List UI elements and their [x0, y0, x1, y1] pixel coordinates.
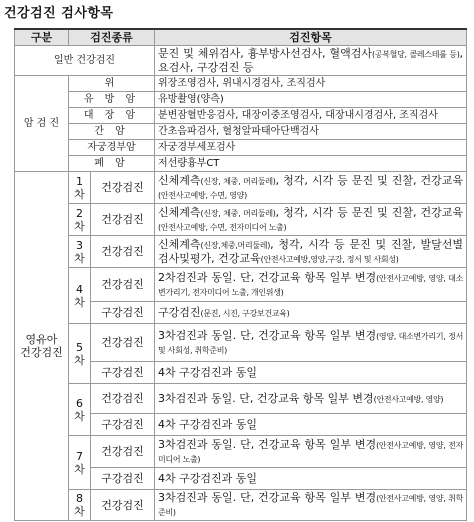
table-row-general [15, 46, 467, 76]
table-row-cancer [15, 140, 467, 156]
cancer-items: 저선량흉부CT [155, 156, 467, 172]
cancer-kind: 유 방 암 [69, 92, 155, 108]
stage-kind: 건강검진 [91, 236, 155, 268]
stage-kind: 건강검진 [91, 268, 155, 302]
stage-kind: 건강검진 [91, 324, 155, 362]
header-kind: 검진종류 [69, 29, 155, 46]
cancer-label: 암 검 진 [15, 76, 69, 172]
table-row-cancer [15, 156, 467, 172]
stage-label: 8차 [69, 490, 91, 521]
stage-items: 구강검진(문진, 시진, 구강보건교육) [155, 302, 467, 324]
stage-kind: 건강검진 [91, 204, 155, 236]
checkup-items-table [14, 28, 467, 521]
table-row-infant [15, 204, 467, 236]
stage-items: 4차 구강검진과 동일 [155, 468, 467, 490]
stage-items: 3차검진과 동일. 단, 건강교육 항목 일부 변경(안전사고예방, 영양, 전자미디어 노출) [155, 436, 467, 468]
stage-items: 3차검진과 동일. 단, 건강교육 항목 일부 변경(안전사고예방, 영양, 취학준비) [155, 490, 467, 521]
table-header-row [15, 29, 467, 46]
stage-label: 3차 [69, 236, 91, 268]
infant-label: 영유아 건강검진 [15, 172, 69, 521]
cancer-kind: 위 [69, 76, 155, 92]
cancer-items: 분변잠혈반응검사, 대장이중조영검사, 대장내시경검사, 조직검사 [155, 108, 467, 124]
general-label: 일반 건강검진 [15, 46, 155, 76]
stage-label: 5차 [69, 324, 91, 384]
table-row-infant [15, 324, 467, 362]
stage-items: 4차 구강검진과 동일 [155, 414, 467, 436]
stage-items: 신체계측(신장,체중,머리둘레), 청각, 시각 등 문진 및 진찰, 발달선별검사및평가, 건강교육(안전사고예방,영양,구강, 정서 및 사회성) [155, 236, 467, 268]
cancer-items: 간초음파검사, 혈청알파태아단백검사 [155, 124, 467, 140]
table-row-cancer [15, 76, 467, 92]
cancer-kind: 자궁경부암 [69, 140, 155, 156]
stage-items: 4차 구강검진과 동일 [155, 362, 467, 384]
cancer-kind: 폐 암 [69, 156, 155, 172]
cancer-kind: 간 암 [69, 124, 155, 140]
cancer-items: 유방촬영(양측) [155, 92, 467, 108]
table-row-infant [15, 384, 467, 414]
table-row-cancer [15, 124, 467, 140]
stage-items: 2차검진과 동일. 단, 건강교육 항목 일부 변경(안전사고예방, 영양, 대소변가리기, 전자미디어 노출, 개인위생) [155, 268, 467, 302]
general-items: 문진 및 체위검사, 흉부방사선검사, 혈액검사(공복혈당, 콜레스테롤 등), 요검사, 구강검진 등 [155, 46, 467, 76]
table-row-cancer [15, 92, 467, 108]
stage-label: 7차 [69, 436, 91, 490]
stage-kind: 구강검진 [91, 468, 155, 490]
stage-items: 신체계측(신장, 체중, 머리둘레), 청각, 시각 등 문진 및 진찰, 건강교육(안전사고예방, 수면, 영양) [155, 172, 467, 204]
stage-kind: 건강검진 [91, 490, 155, 521]
header-type: 구분 [15, 29, 69, 46]
stage-kind: 건강검진 [91, 384, 155, 414]
cancer-items: 자궁경부세포검사 [155, 140, 467, 156]
stage-label: 2차 [69, 204, 91, 236]
table-row-infant [15, 172, 467, 204]
document-title: 건강검진 검사항목 [4, 6, 114, 21]
table-row-infant [15, 268, 467, 302]
stage-kind: 구강검진 [91, 302, 155, 324]
stage-label: 4차 [69, 268, 91, 324]
table-row-infant [15, 490, 467, 521]
cancer-kind: 대 장 암 [69, 108, 155, 124]
stage-items: 신체계측(신장, 체중, 머리둘레), 청각, 시각 등 문진 및 진찰, 건강교육(안전사고예방, 수면, 전자미디어 노출) [155, 204, 467, 236]
stage-items: 3차검진과 동일. 단, 건강교육 항목 일부 변경(영양, 대소변가리기, 정서 및 사회성, 취학준비) [155, 324, 467, 362]
stage-kind: 구강검진 [91, 414, 155, 436]
cancer-items: 위장조영검사, 위내시경검사, 조직검사 [155, 76, 467, 92]
table-row-infant [15, 236, 467, 268]
stage-kind: 건강검진 [91, 436, 155, 468]
table-row-infant [15, 436, 467, 468]
stage-label: 1차 [69, 172, 91, 204]
stage-label: 6차 [69, 384, 91, 436]
stage-items: 3차검진과 동일. 단, 건강교육 항목 일부 변경(안전사고예방, 영양) [155, 384, 467, 414]
table-row-cancer [15, 108, 467, 124]
stage-kind: 구강검진 [91, 362, 155, 384]
header-items: 검진항목 [155, 29, 467, 46]
stage-kind: 건강검진 [91, 172, 155, 204]
